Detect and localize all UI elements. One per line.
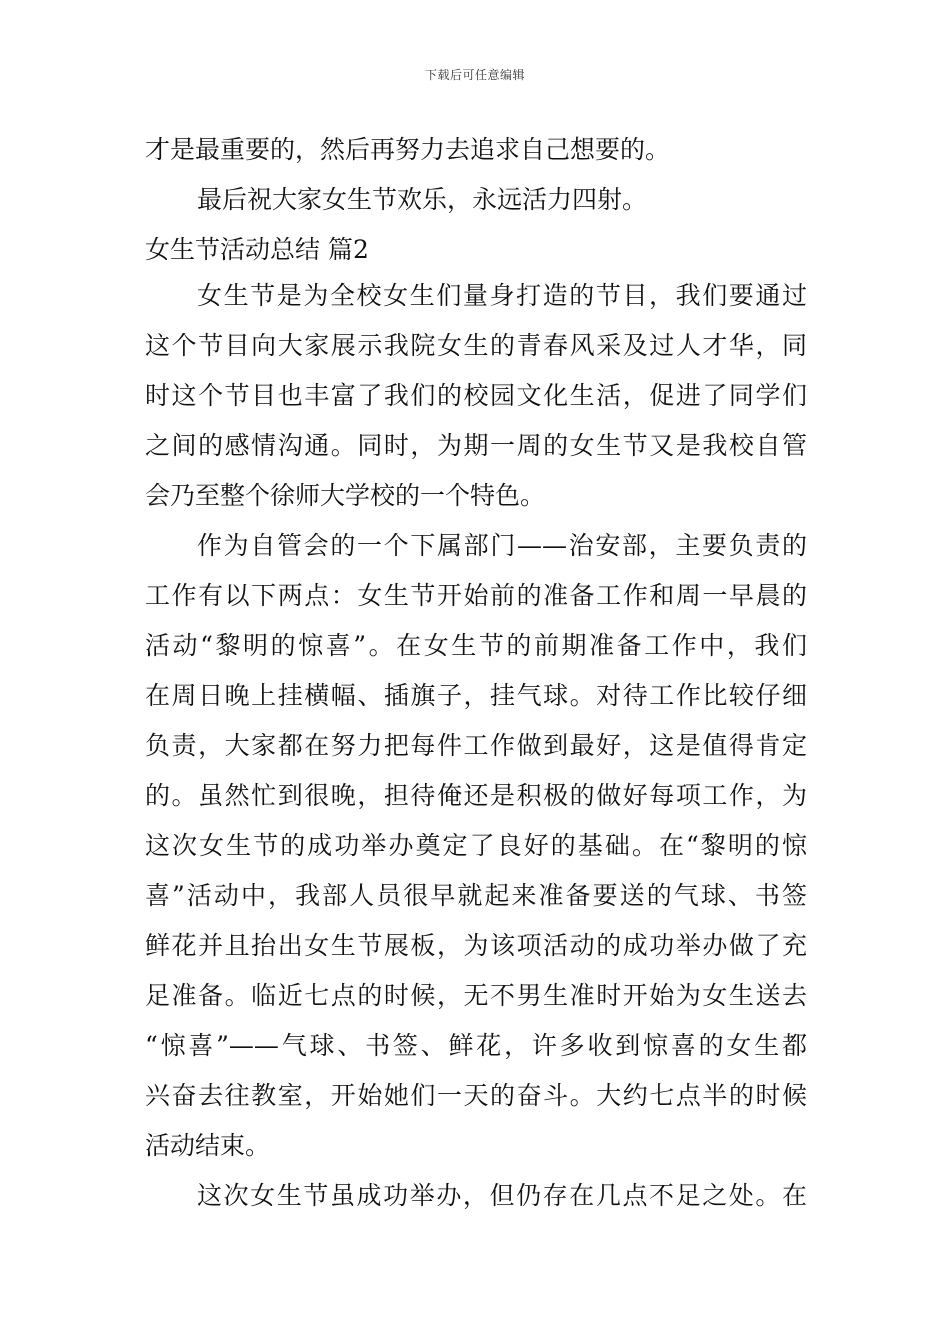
header-note: 下载后可任意编辑 bbox=[424, 68, 525, 82]
text-line: “惊喜”——气球、书签、鲜花，许多收到惊喜的女生都 bbox=[145, 1031, 807, 1060]
text-line: 兴奋去往教室，开始她们一天的奋斗。大约七点半的时候 bbox=[145, 1081, 807, 1110]
text-line: 工作有以下两点：女生节开始前的准备工作和周一早晨的 bbox=[145, 581, 807, 610]
text-line: 鲜花并且抬出女生节展板，为该项活动的成功举办做了充 bbox=[145, 931, 807, 960]
text-line: 的。虽然忙到很晚，担待俺还是积极的做好每项工作，为 bbox=[145, 781, 807, 810]
text-line: 会乃至整个徐师大学校的一个特色。 bbox=[145, 481, 546, 510]
text-line: 最后祝大家女生节欢乐，永远活力四射。 bbox=[197, 185, 648, 214]
text-line: 足准备。临近七点的时候，无不男生准时开始为女生送去 bbox=[145, 981, 807, 1010]
text-line: 在周日晚上挂横幅、插旗子，挂气球。对待工作比较仔细 bbox=[145, 681, 807, 710]
section-heading: 女生节活动总结 篇2 bbox=[145, 235, 369, 264]
text-line: 才是最重要的，然后再努力去追求自己想要的。 bbox=[145, 135, 671, 164]
text-line: 这次女生节虽成功举办，但仍存在几点不足之处。在 bbox=[197, 1181, 807, 1210]
text-line: 负责，大家都在努力把每件工作做到最好，这是值得肯定 bbox=[145, 731, 807, 760]
text-line: 这个节目向大家展示我院女生的青春风采及过人才华，同 bbox=[145, 331, 807, 360]
text-line: 这次女生节的成功举办奠定了良好的基础。在“黎明的惊 bbox=[145, 831, 807, 860]
document-body bbox=[145, 128, 807, 1224]
text-line: 时这个节目也丰富了我们的校园文化生活，促进了同学们 bbox=[145, 381, 807, 410]
text-line: 活动结束。 bbox=[145, 1131, 271, 1160]
text-line: 作为自管会的一个下属部门——治安部，主要负责的 bbox=[197, 531, 807, 560]
text-line: 喜”活动中，我部人员很早就起来准备要送的气球、书签 bbox=[145, 881, 807, 910]
text-line: 女生节是为全校女生们量身打造的节目，我们要通过 bbox=[197, 281, 807, 310]
text-line: 活动“黎明的惊喜”。在女生节的前期准备工作中，我们 bbox=[145, 631, 807, 660]
text-line: 之间的感情沟通。同时，为期一周的女生节又是我校自管 bbox=[145, 431, 807, 460]
